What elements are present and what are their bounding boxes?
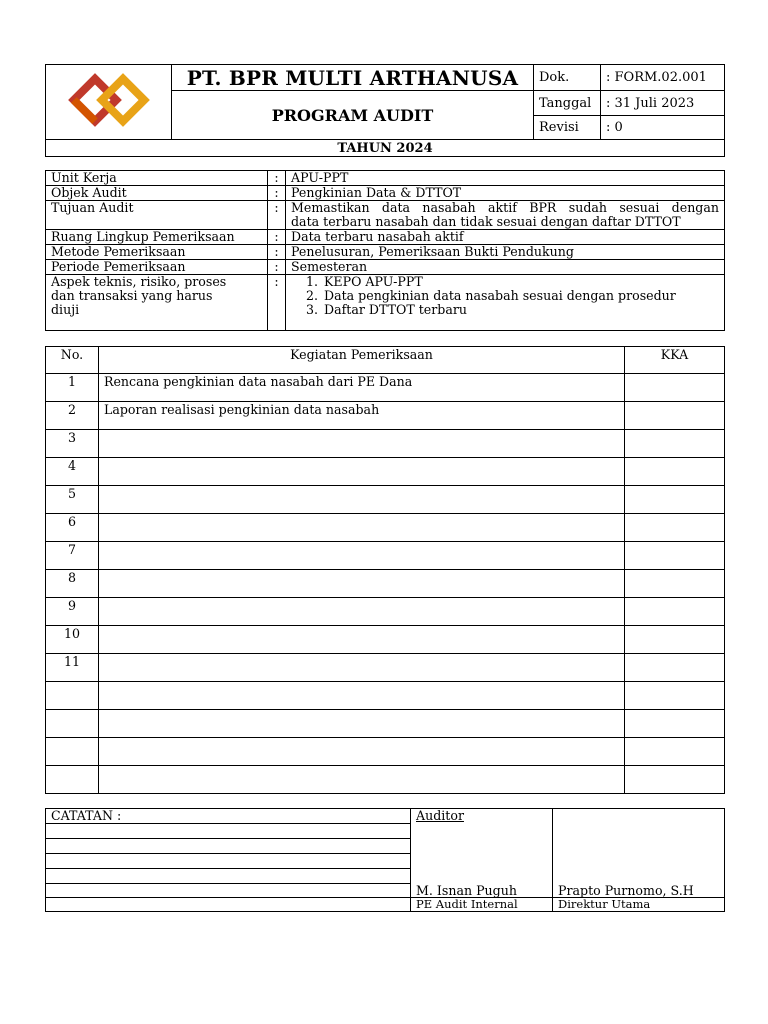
activity-row: [46, 430, 725, 458]
activity-kegiatan: [99, 654, 625, 682]
info-label: Ruang Lingkup Pemeriksaan: [46, 230, 268, 245]
activity-kegiatan: [99, 542, 625, 570]
activity-kegiatan: [99, 486, 625, 514]
activity-no: 2: [46, 402, 99, 430]
info-row: [46, 245, 725, 260]
info-row: [46, 186, 725, 201]
activity-kka: [625, 374, 725, 402]
info-label: Objek Audit: [46, 186, 268, 201]
activities-table: [45, 346, 725, 794]
activity-no: 1: [46, 374, 99, 402]
info-colon: :: [268, 186, 286, 201]
info-value: Penelusuran, Pemeriksaan Bukti Pendukung: [286, 245, 725, 260]
meta-value-tanggal: : 31 Juli 2023: [601, 91, 725, 116]
aspek-value: [286, 275, 725, 331]
info-label: Metode Pemeriksaan: [46, 245, 268, 260]
activity-no: 10: [46, 626, 99, 654]
activity-kka: [625, 514, 725, 542]
catatan-label: CATATAN :: [46, 809, 411, 824]
activity-row: [46, 402, 725, 430]
auditor-cell: [411, 809, 553, 884]
info-colon: :: [268, 275, 286, 331]
aspek-label-line: dan transaksi yang harus: [51, 288, 213, 303]
activity-kegiatan: [99, 458, 625, 486]
activity-row: [46, 682, 725, 710]
activity-no: 8: [46, 570, 99, 598]
info-value: Semesteran: [286, 260, 725, 275]
aspek-label-line: diuji: [51, 302, 80, 317]
activity-kegiatan: [99, 626, 625, 654]
activity-row: [46, 458, 725, 486]
activity-kegiatan: [99, 766, 625, 794]
activity-no: 4: [46, 458, 99, 486]
activity-kka: [625, 542, 725, 570]
aspek-item: 3. Daftar DTTOT terbaru: [305, 302, 467, 317]
info-row: [46, 201, 725, 230]
company-name: PT. BPR MULTI ARTHANUSA: [172, 65, 534, 91]
signer-name-auditor: M. Isnan Puguh: [411, 884, 553, 898]
tujuan-line-2: data terbaru nasabah dan tidak sesuai dengan daftar DTTOT: [291, 214, 681, 229]
info-value: [286, 201, 725, 230]
activity-kegiatan: Rencana pengkinian data nasabah dari PE Dana: [99, 374, 625, 402]
activity-no: [46, 738, 99, 766]
activity-kka: [625, 570, 725, 598]
catatan-line: [46, 869, 411, 884]
activity-no: [46, 710, 99, 738]
activity-kegiatan: Laporan realisasi pengkinian data nasabah: [99, 402, 625, 430]
activity-row: [46, 626, 725, 654]
activity-no: [46, 766, 99, 794]
info-value: Data terbaru nasabah aktif: [286, 230, 725, 245]
activity-kka: [625, 710, 725, 738]
activity-row: [46, 766, 725, 794]
activity-kegiatan: [99, 598, 625, 626]
activity-kegiatan: [99, 570, 625, 598]
activity-row: [46, 738, 725, 766]
header-kka: KKA: [625, 347, 725, 374]
program-title: PROGRAM AUDIT: [172, 91, 534, 140]
aspek-item: 1. KEPO APU-PPT: [305, 274, 423, 289]
activity-kka: [625, 430, 725, 458]
activity-kka: [625, 402, 725, 430]
catatan-line: [46, 839, 411, 854]
info-colon: :: [268, 171, 286, 186]
activity-kka: [625, 738, 725, 766]
activity-row: [46, 570, 725, 598]
activities-header-row: [46, 347, 725, 374]
catatan-line: [46, 898, 411, 912]
activity-row: [46, 374, 725, 402]
activity-row: [46, 598, 725, 626]
info-row: [46, 171, 725, 186]
aspek-label-line: Aspek teknis, risiko, proses: [51, 274, 227, 289]
activity-kegiatan: [99, 514, 625, 542]
meta-label-revisi: Revisi: [534, 116, 601, 140]
info-label: Periode Pemeriksaan: [46, 260, 268, 275]
activity-kegiatan: [99, 710, 625, 738]
activity-kka: [625, 486, 725, 514]
info-row-aspek: [46, 275, 725, 331]
info-colon: :: [268, 260, 286, 275]
activity-kka: [625, 654, 725, 682]
notes-signature-table: [45, 808, 725, 912]
catatan-line: [46, 824, 411, 839]
activity-row: [46, 486, 725, 514]
info-label: Unit Kerja: [46, 171, 268, 186]
activity-no: 3: [46, 430, 99, 458]
activities-body: [46, 374, 725, 794]
tujuan-line-1: Memastikan data nasabah aktif BPR sudah sesuai dengan: [291, 200, 719, 215]
activity-no: 9: [46, 598, 99, 626]
tahun-label: TAHUN 2024: [46, 140, 725, 157]
direktur-signature-space: [553, 809, 725, 884]
info-value: Pengkinian Data & DTTOT: [286, 186, 725, 201]
activity-kegiatan: [99, 430, 625, 458]
meta-label-dok: Dok.: [534, 65, 601, 91]
activity-kegiatan: [99, 738, 625, 766]
auditor-label: Auditor: [416, 808, 464, 823]
header-kegiatan: Kegiatan Pemeriksaan: [99, 347, 625, 374]
info-value: APU-PPT: [286, 171, 725, 186]
info-colon: :: [268, 230, 286, 245]
signer-role-auditor: PE Audit Internal: [411, 898, 553, 912]
form-header: [45, 64, 725, 157]
activity-kka: [625, 626, 725, 654]
activity-kka: [625, 766, 725, 794]
aspek-list: [291, 275, 719, 317]
audit-info-table: [45, 170, 725, 331]
info-colon: :: [268, 245, 286, 260]
activity-kegiatan: [99, 682, 625, 710]
catatan-line: [46, 884, 411, 898]
info-colon: :: [268, 201, 286, 230]
activity-row: [46, 710, 725, 738]
activity-no: [46, 682, 99, 710]
meta-value-dok: : FORM.02.001: [601, 65, 725, 91]
info-row: [46, 260, 725, 275]
info-row: [46, 230, 725, 245]
company-logo-icon: [67, 69, 151, 131]
activity-row: [46, 514, 725, 542]
signer-name-direktur: Prapto Purnomo, S.H: [553, 884, 725, 898]
activity-row: [46, 542, 725, 570]
meta-label-tanggal: Tanggal: [534, 91, 601, 116]
meta-value-revisi: : 0: [601, 116, 725, 140]
aspek-label: [46, 275, 268, 331]
activity-no: 6: [46, 514, 99, 542]
catatan-line: [46, 854, 411, 869]
activity-kka: [625, 458, 725, 486]
activity-no: 5: [46, 486, 99, 514]
activity-no: 11: [46, 654, 99, 682]
activity-kka: [625, 682, 725, 710]
company-logo: [46, 65, 172, 140]
header-no: No.: [46, 347, 99, 374]
activity-no: 7: [46, 542, 99, 570]
signer-role-direktur: Direktur Utama: [553, 898, 725, 912]
activity-row: [46, 654, 725, 682]
activity-kka: [625, 598, 725, 626]
info-label: Tujuan Audit: [46, 201, 268, 230]
aspek-item: 2. Data pengkinian data nasabah sesuai dengan prosedur: [305, 288, 676, 303]
